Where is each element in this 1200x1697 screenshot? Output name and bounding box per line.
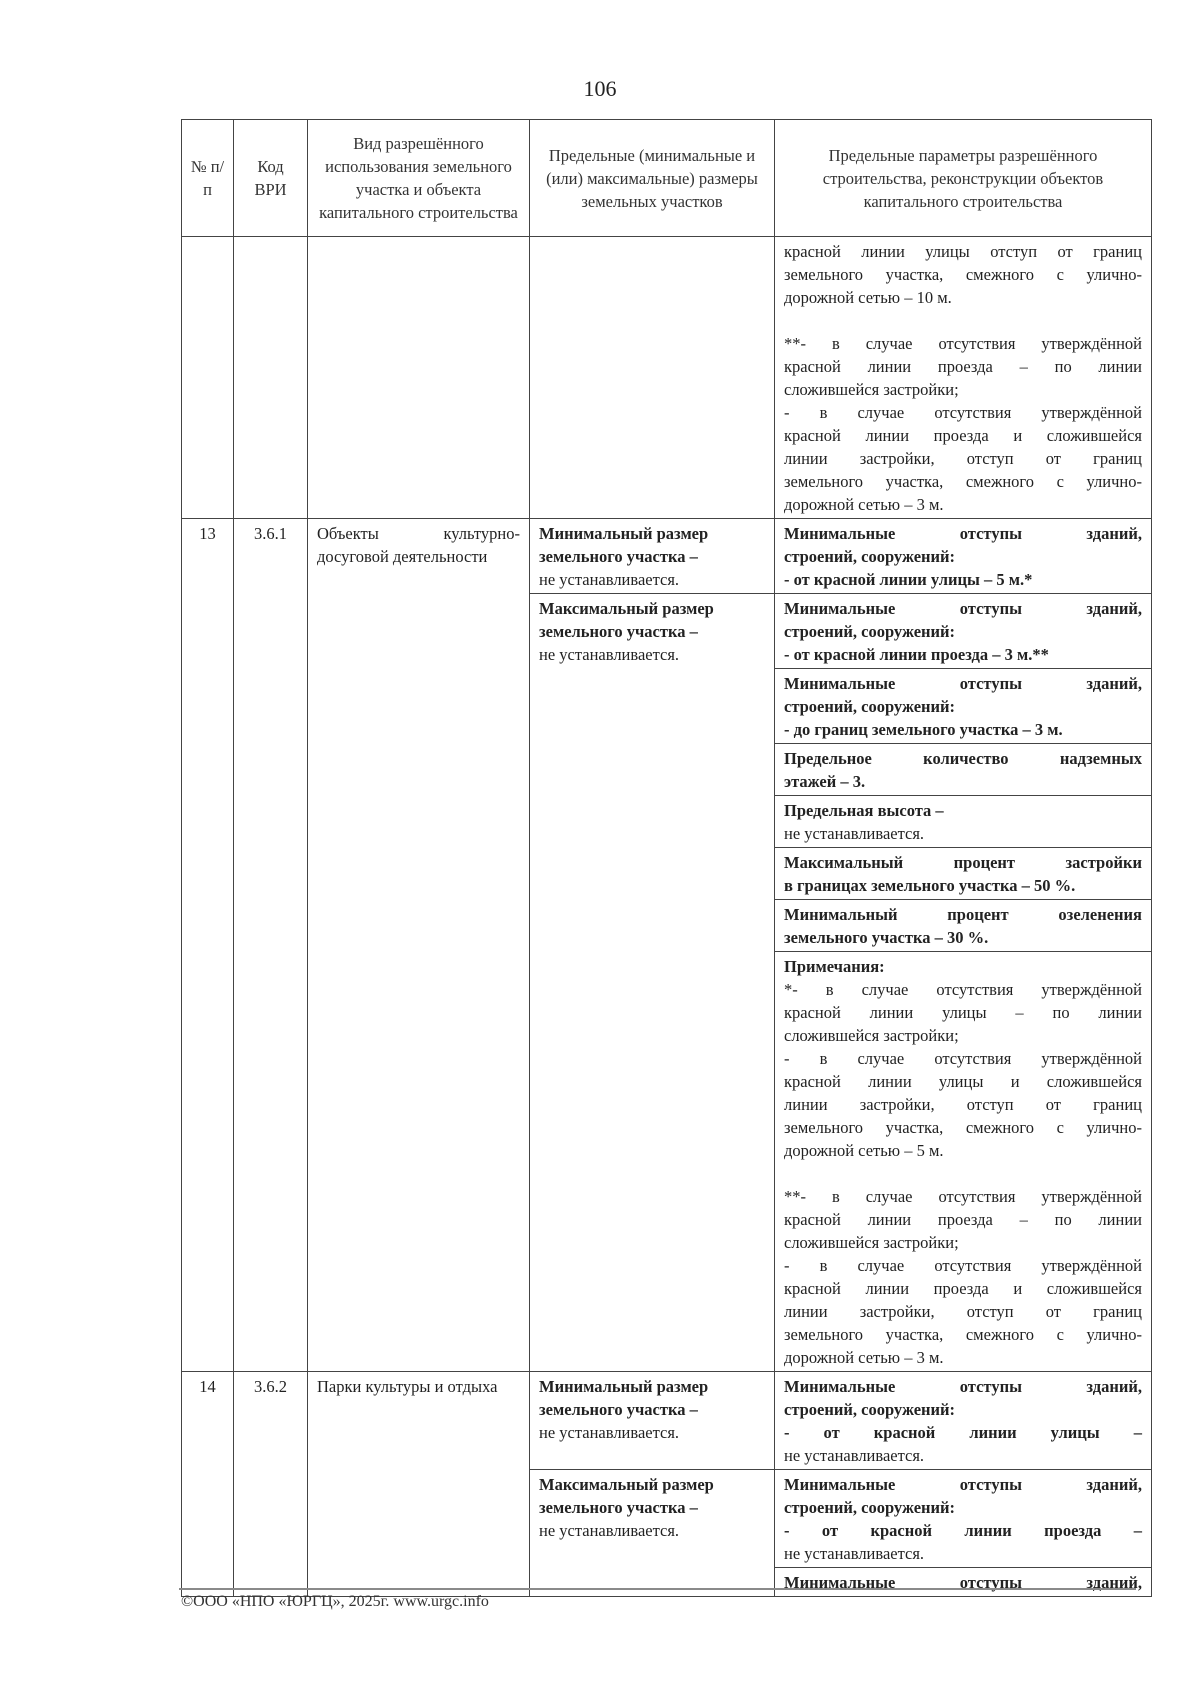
regulations-table bbox=[181, 119, 1152, 1597]
min-plot-size-value: не устанавливается. bbox=[539, 1423, 680, 1442]
param-floors: Предельное количество надземных этажей – 3. bbox=[775, 744, 1152, 796]
max-plot-size bbox=[530, 1470, 775, 1597]
text-line: красной линии проезда и сложившейся bbox=[784, 426, 1142, 445]
max-plot-size bbox=[530, 594, 775, 1372]
page-number: 106 bbox=[583, 76, 617, 101]
min-plot-size-value: не устанавливается. bbox=[539, 570, 680, 589]
param-greenery: Минимальный процент озеленения земельного участка – 30 %. bbox=[775, 900, 1152, 952]
table-header-row bbox=[182, 120, 1152, 237]
text-line: линии застройки, отступ от границ bbox=[784, 449, 1142, 468]
param-offset-boundary: Минимальные отступы зданий, bbox=[775, 1568, 1152, 1597]
param-offset-street: Минимальные отступы зданий, строений, сооружений: - от красной линии улицы – 5 м.* bbox=[775, 519, 1152, 594]
param-offset-passage: Минимальные отступы зданий, строений, сооружений: - от красной линии проезда – не устанавливается. bbox=[775, 1470, 1152, 1568]
text-line: дорожной сетью – 10 м. bbox=[784, 288, 952, 307]
param-height: Предельная высота – не устанавливается. bbox=[775, 796, 1152, 848]
param-offset-passage: Минимальные отступы зданий, строений, сооружений: - от красной линии проезда – 3 м.** bbox=[775, 594, 1152, 669]
table-row bbox=[182, 237, 1152, 519]
table-row bbox=[182, 1372, 1152, 1470]
row-number: 14 bbox=[182, 1372, 234, 1597]
notes-title: Примечания: bbox=[784, 957, 885, 976]
continuation-notes bbox=[775, 237, 1152, 519]
param-offset-boundary: Минимальные отступы зданий, строений, сооружений: - до границ земельного участка – 3 м. bbox=[775, 669, 1152, 744]
text-line: дорожной сетью – 3 м. bbox=[784, 495, 944, 514]
max-plot-size-label: Максимальный размер земельного участка – bbox=[539, 1475, 714, 1517]
max-plot-size-label: Максимальный размер земельного участка – bbox=[539, 599, 714, 641]
footer-copyright: ©ООО «НПО «ЮРГЦ», 2025г. www.urgc.info bbox=[181, 1593, 489, 1610]
notes: Примечания: *- в случае отсутствия утверждённой красной линии улицы – по линии сложившейся застройки; - в случае отсутствия утверждённой красной линии улицы и сложившейся линии застройки, отступ от границ земельного участка, смежного с улично- дорожной сетью – 5 м. **- в случае отсутствия утверждённой красной линии проезда – по линии сложившейся застройки; - в случае отсутствия утверждённой красной линии проезда и сложившейся линии застройки, отступ от границ земельного участка, смежного с улично- дорожной сетью – 3 м. bbox=[775, 952, 1152, 1372]
table-row bbox=[182, 519, 1152, 594]
text-line: **- в случае отсутствия утверждённой bbox=[784, 334, 1142, 353]
param-coverage: Максимальный процент застройки в границах земельного участка – 50 %. bbox=[775, 848, 1152, 900]
text-line: - в случае отсутствия утверждённой bbox=[784, 403, 1142, 422]
min-plot-size bbox=[530, 1372, 775, 1470]
row-code: 3.6.1 bbox=[234, 519, 308, 1372]
row-use-name: Объекты культурно-досуговой деятельности bbox=[308, 519, 530, 1372]
text-line: земельного участка, смежного с улично- bbox=[784, 265, 1142, 284]
row-use-name: Парки культуры и отдыха bbox=[308, 1372, 530, 1597]
param-offset-street: Минимальные отступы зданий, строений, сооружений: - от красной линии улицы – не устанавливается. bbox=[775, 1372, 1152, 1470]
min-plot-size bbox=[530, 519, 775, 594]
min-plot-size-label: Минимальный размер земельного участка – bbox=[539, 1377, 709, 1419]
footer-divider bbox=[179, 1588, 1136, 1590]
header-number: № п/п bbox=[182, 120, 234, 237]
header-use-type: Вид разрешённого использования земельного участка и объекта капитального строительства bbox=[308, 120, 530, 237]
header-build-params: Предельные параметры разрешённого строительства, реконструкции объектов капитального строительства bbox=[775, 120, 1152, 237]
text-line: красной линии улицы отступ от границ bbox=[784, 242, 1142, 261]
text-line: красной линии проезда – по линии bbox=[784, 357, 1142, 376]
row-number: 13 bbox=[182, 519, 234, 1372]
min-plot-size-label: Минимальный размер земельного участка – bbox=[539, 524, 709, 566]
header-code: Код ВРИ bbox=[234, 120, 308, 237]
max-plot-size-value: не устанавливается. bbox=[539, 645, 680, 664]
text-line: земельного участка, смежного с улично- bbox=[784, 472, 1142, 491]
header-plot-sizes: Предельные (минимальные и (или) максимальные) размеры земельных участков bbox=[530, 120, 775, 237]
row-code: 3.6.2 bbox=[234, 1372, 308, 1597]
text-line: сложившейся застройки; bbox=[784, 380, 959, 399]
max-plot-size-value: не устанавливается. bbox=[539, 1521, 680, 1540]
